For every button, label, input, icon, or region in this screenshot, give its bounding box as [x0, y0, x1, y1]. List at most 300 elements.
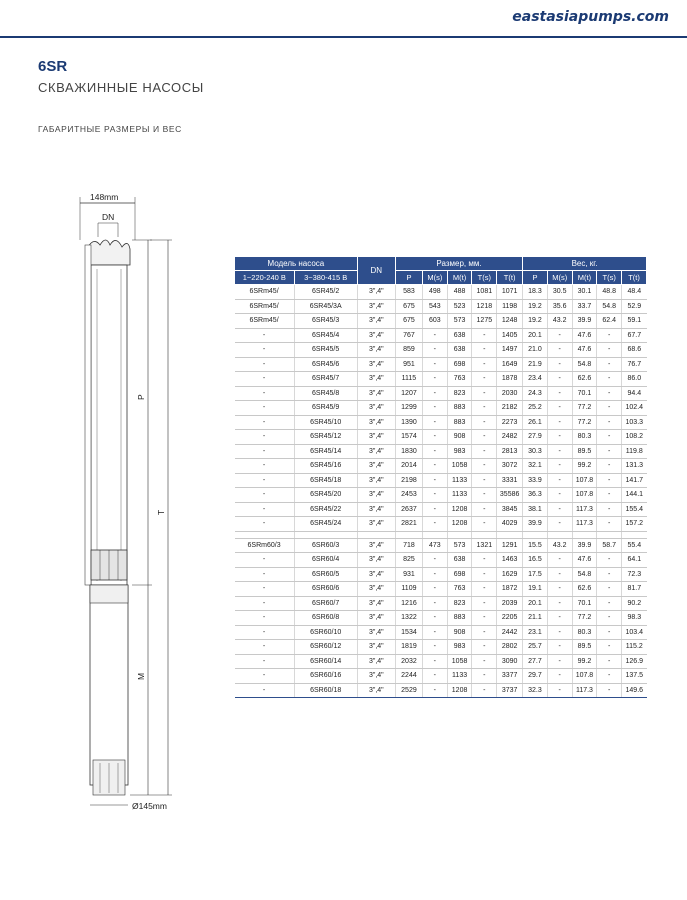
table-cell: 30.1 — [572, 285, 597, 300]
table-cell: - — [472, 444, 497, 459]
table-cell: 1058 — [447, 459, 472, 474]
motor-coupling — [90, 585, 128, 603]
table-cell: - — [422, 611, 447, 626]
table-cell: 39.9 — [572, 314, 597, 329]
table-cell: 77.2 — [572, 415, 597, 430]
table-cell: 675 — [395, 299, 422, 314]
table-cell: 931 — [395, 567, 422, 582]
table-cell: 117.3 — [572, 502, 597, 517]
discharge-head — [88, 240, 130, 265]
table-cell: 763 — [447, 372, 472, 387]
table-cell: - — [472, 611, 497, 626]
table-cell: - — [235, 386, 295, 401]
table-cell: - — [235, 357, 295, 372]
header-weight-p: P — [523, 271, 548, 285]
diameter-label: Ø145mm — [132, 801, 167, 811]
page-subtitle: СКВАЖИННЫЕ НАСОСЫ — [38, 80, 204, 95]
table-row — [235, 654, 647, 669]
table-cell: 19.1 — [523, 582, 548, 597]
table-cell: - — [472, 415, 497, 430]
table-cell: 32.1 — [523, 459, 548, 474]
table-cell: - — [597, 567, 622, 582]
table-cell: - — [547, 669, 572, 684]
table-cell: 1629 — [497, 567, 523, 582]
table-cell: 3",4" — [357, 328, 395, 343]
table-cell: 103.4 — [622, 625, 647, 640]
table-cell: - — [422, 357, 447, 372]
header-divider — [0, 36, 687, 38]
table-cell: - — [597, 473, 622, 488]
table-cell: 6SR45/4 — [294, 328, 357, 343]
table-cell: - — [422, 343, 447, 358]
table-cell: 33.7 — [572, 299, 597, 314]
table-row — [235, 415, 647, 430]
table-cell: 52.9 — [622, 299, 647, 314]
section-title: ГАБАРИТНЫЕ РАЗМЕРЫ И ВЕС — [38, 124, 182, 134]
table-cell: 3",4" — [357, 299, 395, 314]
table-row — [235, 611, 647, 626]
table-cell: 3",4" — [357, 683, 395, 698]
table-cell: 64.1 — [622, 553, 647, 568]
table-cell: - — [422, 459, 447, 474]
table-cell: 149.6 — [622, 683, 647, 698]
table-cell: 62.4 — [597, 314, 622, 329]
table-cell: - — [472, 459, 497, 474]
table-cell: 573 — [447, 538, 472, 553]
table-cell: 72.3 — [622, 567, 647, 582]
table-cell: - — [472, 343, 497, 358]
table-cell: - — [547, 596, 572, 611]
table-cell: - — [472, 401, 497, 416]
table-cell: 6SR45/9 — [294, 401, 357, 416]
table-cell: 1878 — [497, 372, 523, 387]
table-cell: - — [547, 625, 572, 640]
table-cell: - — [547, 343, 572, 358]
table-cell: - — [597, 444, 622, 459]
t-label: T — [156, 509, 166, 515]
table-cell: 3",4" — [357, 654, 395, 669]
table-cell: - — [547, 683, 572, 698]
table-cell: 29.7 — [523, 669, 548, 684]
table-cell: 3090 — [497, 654, 523, 669]
table-cell: - — [597, 328, 622, 343]
table-cell: 155.4 — [622, 502, 647, 517]
separator-cell — [395, 531, 422, 538]
table-cell: 2244 — [395, 669, 422, 684]
table-cell: - — [597, 430, 622, 445]
table-cell: - — [422, 582, 447, 597]
table-cell: - — [472, 328, 497, 343]
table-cell: 1534 — [395, 625, 422, 640]
separator-cell — [447, 531, 472, 538]
table-cell: 523 — [447, 299, 472, 314]
separator-cell — [472, 531, 497, 538]
table-cell: - — [597, 683, 622, 698]
table-cell: 108.2 — [622, 430, 647, 445]
table-row — [235, 459, 647, 474]
table-cell: - — [235, 502, 295, 517]
table-cell: - — [547, 582, 572, 597]
table-cell: 3377 — [497, 669, 523, 684]
table-cell: 1207 — [395, 386, 422, 401]
table-cell: 638 — [447, 553, 472, 568]
table-cell: 47.6 — [572, 328, 597, 343]
table-cell: 126.9 — [622, 654, 647, 669]
table-cell: 59.1 — [622, 314, 647, 329]
table-cell: 20.1 — [523, 328, 548, 343]
table-cell: 94.4 — [622, 386, 647, 401]
table-cell: 24.3 — [523, 386, 548, 401]
table-cell: 15.5 — [523, 538, 548, 553]
table-cell: 27.7 — [523, 654, 548, 669]
table-cell: 6SR45/5 — [294, 343, 357, 358]
table-cell: 3",4" — [357, 669, 395, 684]
table-cell: - — [547, 488, 572, 503]
header-weight: Вес, кг. — [523, 257, 647, 271]
table-cell: 3331 — [497, 473, 523, 488]
table-cell: - — [235, 582, 295, 597]
table-cell: 6SR60/6 — [294, 582, 357, 597]
table-cell: 6SR45/6 — [294, 357, 357, 372]
table-cell: 107.8 — [572, 473, 597, 488]
table-cell: 39.9 — [523, 517, 548, 532]
table-cell: 908 — [447, 625, 472, 640]
table-cell: - — [422, 488, 447, 503]
table-cell: - — [235, 430, 295, 445]
table-cell: 6SR45/16 — [294, 459, 357, 474]
table-cell: 1208 — [447, 502, 472, 517]
header-size-ts: T(s) — [472, 271, 497, 285]
table-cell: - — [472, 654, 497, 669]
table-cell: - — [597, 372, 622, 387]
header-3ph: 3~380-415 В — [294, 271, 357, 285]
table-cell: 23.1 — [523, 625, 548, 640]
table-cell: 1291 — [497, 538, 523, 553]
table-cell: - — [597, 415, 622, 430]
table-row — [235, 343, 647, 358]
table-cell: - — [472, 430, 497, 445]
table-row — [235, 502, 647, 517]
table-row — [235, 357, 647, 372]
table-cell: 3",4" — [357, 386, 395, 401]
table-cell: 951 — [395, 357, 422, 372]
table-cell: - — [235, 640, 295, 655]
table-cell: - — [472, 625, 497, 640]
table-cell: - — [422, 567, 447, 582]
separator-cell — [497, 531, 523, 538]
table-cell: 908 — [447, 430, 472, 445]
table-cell: - — [547, 372, 572, 387]
table-cell: 27.9 — [523, 430, 548, 445]
table-cell: 763 — [447, 582, 472, 597]
table-cell: 3845 — [497, 502, 523, 517]
table-cell: - — [597, 611, 622, 626]
table-cell: - — [597, 386, 622, 401]
table-cell: 2030 — [497, 386, 523, 401]
table-cell: - — [422, 596, 447, 611]
table-row — [235, 517, 647, 532]
table-cell: 68.6 — [622, 343, 647, 358]
table-cell: - — [422, 683, 447, 698]
table-cell: 36.3 — [523, 488, 548, 503]
table-cell: - — [422, 372, 447, 387]
table-cell: 2273 — [497, 415, 523, 430]
table-cell: 107.8 — [572, 488, 597, 503]
table-cell: 3",4" — [357, 430, 395, 445]
table-cell: - — [422, 401, 447, 416]
table-cell: 137.5 — [622, 669, 647, 684]
table-cell: - — [422, 473, 447, 488]
table-cell: 6SR45/18 — [294, 473, 357, 488]
table-cell: - — [547, 553, 572, 568]
table-cell: - — [597, 596, 622, 611]
table-cell: - — [597, 459, 622, 474]
table-cell: - — [472, 473, 497, 488]
table-cell: 54.8 — [572, 357, 597, 372]
table-cell: - — [422, 553, 447, 568]
table-cell: 488 — [447, 285, 472, 300]
table-cell: - — [472, 683, 497, 698]
table-cell: 1109 — [395, 582, 422, 597]
table-cell: - — [472, 596, 497, 611]
table-cell: 1133 — [447, 669, 472, 684]
table-row — [235, 669, 647, 684]
table-cell: 718 — [395, 538, 422, 553]
table-cell: 48.8 — [597, 285, 622, 300]
table-cell: 55.4 — [622, 538, 647, 553]
header-size-p: P — [395, 271, 422, 285]
table-cell: 6SR45/2 — [294, 285, 357, 300]
table-cell: 77.2 — [572, 611, 597, 626]
table-cell: 1216 — [395, 596, 422, 611]
table-row — [235, 625, 647, 640]
table-row — [235, 538, 647, 553]
table-cell: 6SR60/14 — [294, 654, 357, 669]
table-row — [235, 328, 647, 343]
table-cell: 25.2 — [523, 401, 548, 416]
header-size-ms: M(s) — [422, 271, 447, 285]
table-cell: 107.8 — [572, 669, 597, 684]
table-cell: 25.7 — [523, 640, 548, 655]
table-cell: 6SR45/22 — [294, 502, 357, 517]
table-cell: 1071 — [497, 285, 523, 300]
table-cell: 859 — [395, 343, 422, 358]
table-cell: 19.2 — [523, 314, 548, 329]
table-cell: - — [597, 488, 622, 503]
table-cell: - — [547, 459, 572, 474]
table-cell: 80.3 — [572, 430, 597, 445]
pump-dimension-drawing — [60, 185, 190, 825]
table-cell: 6SR45/12 — [294, 430, 357, 445]
table-cell: 1463 — [497, 553, 523, 568]
header-weight-mt: M(t) — [572, 271, 597, 285]
table-row — [235, 401, 647, 416]
table-cell: - — [547, 401, 572, 416]
table-cell: 1574 — [395, 430, 422, 445]
table-cell: 1198 — [497, 299, 523, 314]
table-cell: 1405 — [497, 328, 523, 343]
table-cell: 825 — [395, 553, 422, 568]
table-cell: 698 — [447, 567, 472, 582]
table-cell: - — [597, 517, 622, 532]
table-cell: - — [597, 582, 622, 597]
table-cell: 2482 — [497, 430, 523, 445]
table-cell: 70.1 — [572, 386, 597, 401]
table-cell: 1058 — [447, 654, 472, 669]
table-cell: 543 — [422, 299, 447, 314]
table-cell: 23.4 — [523, 372, 548, 387]
table-cell: 70.1 — [572, 596, 597, 611]
table-cell: - — [422, 517, 447, 532]
table-cell: 2205 — [497, 611, 523, 626]
table-cell: 77.2 — [572, 401, 597, 416]
table-cell: - — [422, 654, 447, 669]
table-cell: - — [422, 640, 447, 655]
pump-body — [91, 265, 127, 585]
separator-cell — [597, 531, 622, 538]
table-cell: 3",4" — [357, 459, 395, 474]
table-cell: - — [472, 669, 497, 684]
table-cell: - — [547, 444, 572, 459]
table-cell: 2529 — [395, 683, 422, 698]
table-cell: 473 — [422, 538, 447, 553]
table-cell: 6SRm45/ — [235, 314, 295, 329]
table-cell: - — [235, 372, 295, 387]
table-cell: 43.2 — [547, 538, 572, 553]
table-cell: - — [547, 517, 572, 532]
table-cell: 3",4" — [357, 488, 395, 503]
table-cell: - — [235, 567, 295, 582]
table-cell: 1830 — [395, 444, 422, 459]
table-cell: 90.2 — [622, 596, 647, 611]
table-cell: 3",4" — [357, 596, 395, 611]
table-cell: - — [472, 357, 497, 372]
table-cell: 1299 — [395, 401, 422, 416]
header-dn: DN — [357, 257, 395, 285]
table-cell: 141.7 — [622, 473, 647, 488]
table-cell: - — [597, 401, 622, 416]
table-cell: 30.3 — [523, 444, 548, 459]
table-cell: 38.1 — [523, 502, 548, 517]
table-cell: - — [422, 502, 447, 517]
table-cell: 58.7 — [597, 538, 622, 553]
table-cell: 98.3 — [622, 611, 647, 626]
table-row — [235, 488, 647, 503]
table-cell: - — [235, 683, 295, 698]
header-size-mt: M(t) — [447, 271, 472, 285]
table-cell: 2014 — [395, 459, 422, 474]
table-cell: - — [235, 596, 295, 611]
table-cell: 823 — [447, 386, 472, 401]
table-cell: 498 — [422, 285, 447, 300]
table-cell: - — [472, 372, 497, 387]
table-cell: 21.1 — [523, 611, 548, 626]
table-cell: - — [422, 415, 447, 430]
header-model: Модель насоса — [235, 257, 358, 271]
table-cell: 6SR45/24 — [294, 517, 357, 532]
table-cell: 76.7 — [622, 357, 647, 372]
table-cell: 48.4 — [622, 285, 647, 300]
table-cell: 33.9 — [523, 473, 548, 488]
table-cell: 3",4" — [357, 538, 395, 553]
table-cell: 81.7 — [622, 582, 647, 597]
table-cell: 2182 — [497, 401, 523, 416]
table-cell: 6SR60/3 — [294, 538, 357, 553]
separator-cell — [357, 531, 395, 538]
separator-cell — [547, 531, 572, 538]
table-cell: 6SR60/8 — [294, 611, 357, 626]
table-row — [235, 444, 647, 459]
table-cell: - — [547, 386, 572, 401]
table-cell: 62.6 — [572, 582, 597, 597]
table-cell: - — [235, 517, 295, 532]
table-cell: 6SR60/5 — [294, 567, 357, 582]
table-cell: 3",4" — [357, 517, 395, 532]
table-cell: 3",4" — [357, 553, 395, 568]
table-cell: 67.7 — [622, 328, 647, 343]
table-cell: 1390 — [395, 415, 422, 430]
table-cell: 6SR45/20 — [294, 488, 357, 503]
table-cell: 26.1 — [523, 415, 548, 430]
table-cell: 1208 — [447, 683, 472, 698]
table-cell: 583 — [395, 285, 422, 300]
table-cell: 603 — [422, 314, 447, 329]
table-cell: 103.3 — [622, 415, 647, 430]
m-label: M — [136, 672, 146, 680]
table-cell: 99.2 — [572, 459, 597, 474]
table-cell: 6SR45/3 — [294, 314, 357, 329]
table-cell: - — [235, 343, 295, 358]
table-cell: 115.2 — [622, 640, 647, 655]
table-cell: - — [235, 611, 295, 626]
table-cell: - — [422, 625, 447, 640]
separator-cell — [294, 531, 357, 538]
table-cell: 883 — [447, 611, 472, 626]
table-cell: 698 — [447, 357, 472, 372]
table-cell: 80.3 — [572, 625, 597, 640]
motor-body — [90, 585, 128, 785]
table-cell: 1218 — [472, 299, 497, 314]
table-cell: 1133 — [447, 473, 472, 488]
table-cell: - — [547, 567, 572, 582]
table-cell: 89.5 — [572, 444, 597, 459]
table-cell: 3",4" — [357, 640, 395, 655]
table-cell: 1133 — [447, 488, 472, 503]
table-cell: - — [597, 357, 622, 372]
table-header-row — [235, 257, 647, 271]
table-cell: 2032 — [395, 654, 422, 669]
table-cell: - — [235, 488, 295, 503]
table-cell: 573 — [447, 314, 472, 329]
table-cell: 39.9 — [572, 538, 597, 553]
table-cell: - — [547, 502, 572, 517]
table-cell: 32.3 — [523, 683, 548, 698]
table-cell: 883 — [447, 415, 472, 430]
table-cell: - — [235, 669, 295, 684]
table-cell: - — [235, 654, 295, 669]
table-cell: 6SRm45/ — [235, 299, 295, 314]
table-cell: 2813 — [497, 444, 523, 459]
table-body — [235, 285, 647, 698]
table-row — [235, 596, 647, 611]
group-separator-row — [235, 531, 647, 538]
table-cell: 6SR45/3A — [294, 299, 357, 314]
table-cell: 43.2 — [547, 314, 572, 329]
table-cell: - — [422, 328, 447, 343]
table-row — [235, 683, 647, 698]
table-cell: - — [547, 415, 572, 430]
table-cell: - — [547, 473, 572, 488]
